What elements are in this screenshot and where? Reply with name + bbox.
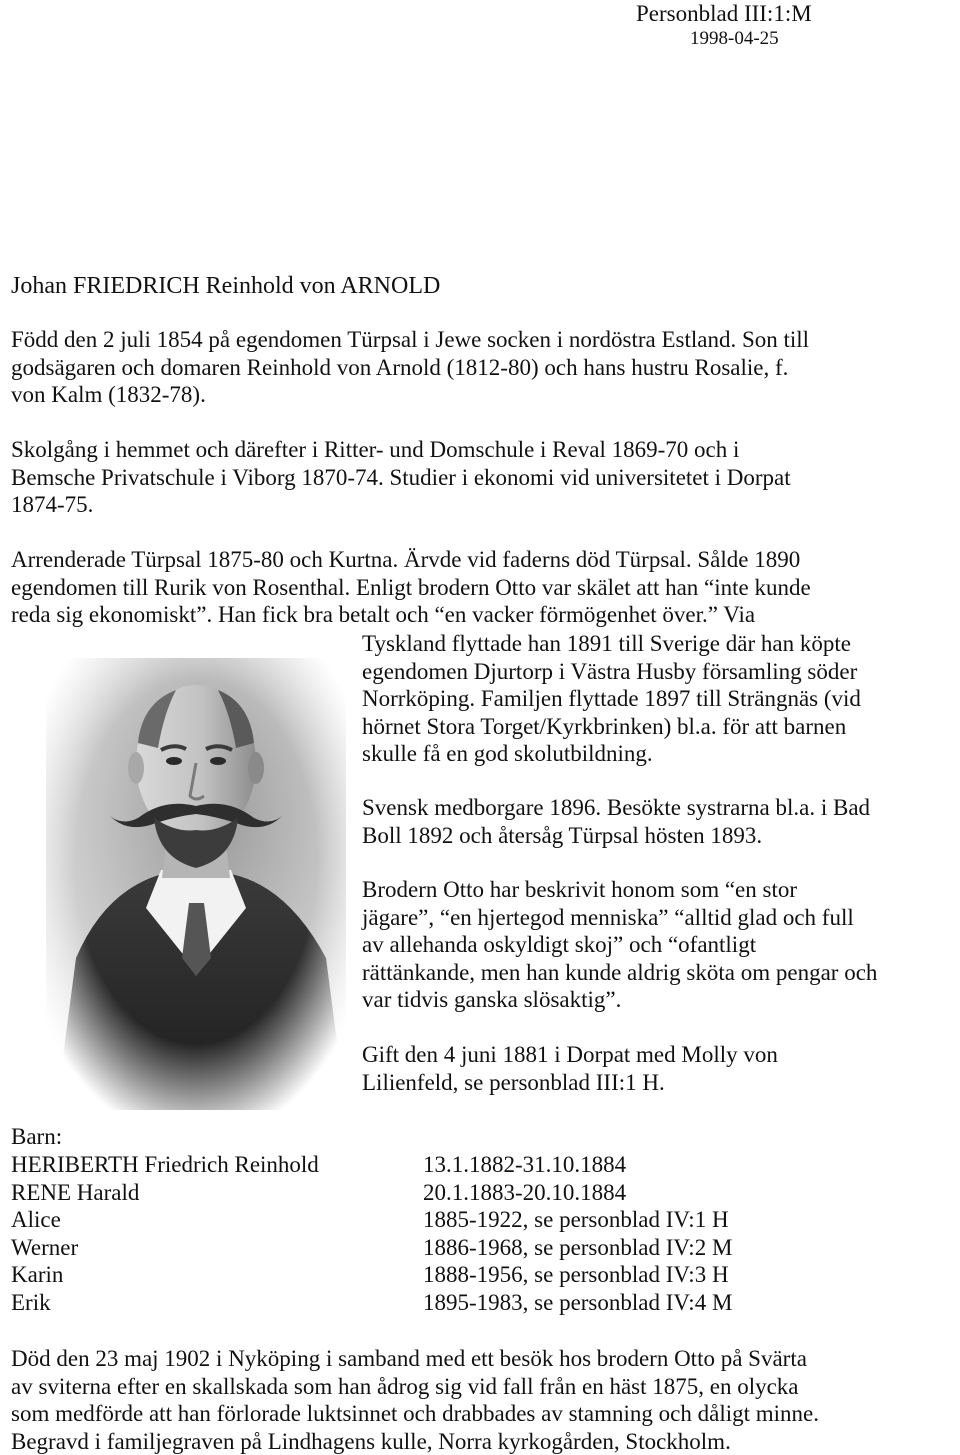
text-line: Boll 1892 och återsåg Türpsal hösten 1893. [362,822,960,850]
child-info: 13.1.1882-31.10.1884 [423,1151,626,1179]
text-line: rättänkande, men han kunde aldrig sköta om pengar och [362,959,960,987]
portrait-photo [46,658,346,1110]
text-line: Arrenderade Türpsal 1875-80 och Kurtna. Ärvde vid faderns död Türpsal. Sålde 1890 [11,546,956,574]
text-line: reda sig ekonomiskt”. Han fick bra betalt och “en vacker förmögenhet över.” Via [11,601,956,629]
child-name: Karin [11,1261,63,1289]
death-paragraph [11,1345,956,1455]
text-line: 1874-75. [11,491,956,519]
sheet-id: Personblad III:1:M [636,0,812,28]
text-line: von Kalm (1832-78). [11,381,956,409]
text-line: Död den 23 maj 1902 i Nyköping i samband med ett besök hos brodern Otto på Svärta [11,1345,956,1373]
text-line: Brodern Otto har beskrivit honom som “en stor [362,876,960,904]
text-line: Bemsche Privatschule i Viborg 1870-74. Studier i ekonomi vid universitetet i Dorpat [11,464,956,492]
child-info: 1885-1922, se personblad IV:1 H [423,1206,729,1234]
text-line: godsägaren och domaren Reinhold von Arnold (1812-80) och hans hustru Rosalie, f. [11,354,956,382]
child-name: HERIBERTH Friedrich Reinhold [11,1151,319,1179]
text-line: jägare”, “en hjertegod menniska” “alltid glad och full [362,904,960,932]
text-line: Svensk medborgare 1896. Besökte systrarna bl.a. i Bad [362,794,960,822]
child-row [11,1234,960,1262]
brother-quote-paragraph [362,876,960,1014]
child-info: 1886-1968, se personblad IV:2 M [423,1234,732,1262]
child-name: Alice [11,1206,61,1234]
text-line: hörnet Stora Torget/Kyrkbrinken) bl.a. för att barnen [362,713,960,741]
text-line: av sviterna efter en skallskada som han ådrog sig vid fall från en häst 1875, en olycka [11,1373,956,1401]
text-line: egendomen Djurtorp i Västra Husby församling söder [362,658,960,686]
text-line: egendomen till Rurik von Rosenthal. Enligt brodern Otto var skälet att han “inte kunde [11,574,956,602]
sheet-date: 1998-04-25 [690,28,779,50]
marriage-paragraph [362,1041,960,1096]
child-name: Erik [11,1289,51,1317]
text-line: Begravd i familjegraven på Lindhagens kulle, Norra kyrkogården, Stockholm. [11,1428,956,1455]
school-paragraph [11,436,956,519]
text-line: Född den 2 juli 1854 på egendomen Türpsal i Jewe socken i nordöstra Estland. Son till [11,326,956,354]
child-row [11,1151,960,1179]
child-name: Werner [11,1234,78,1262]
birth-paragraph [11,326,956,409]
person-name: Johan FRIEDRICH Reinhold von ARNOLD [11,272,440,300]
career-paragraph [11,546,956,629]
text-line: som medförde att han förlorade luktsinnet och drabbades av stamning och dåligt minne. [11,1400,956,1428]
text-line: Tyskland flyttade han 1891 till Sverige där han köpte [362,630,960,658]
text-line: Skolgång i hemmet och därefter i Ritter- und Domschule i Reval 1869-70 och i [11,436,956,464]
child-row [11,1261,960,1289]
children-title: Barn: [11,1123,62,1151]
child-info: 1888-1956, se personblad IV:3 H [423,1261,729,1289]
text-line: var tidvis ganska slösaktig”. [362,986,960,1014]
child-info: 1895-1983, se personblad IV:4 M [423,1289,732,1317]
citizenship-paragraph [362,794,960,849]
text-line: Norrköping. Familjen flyttade 1897 till Strängnäs (vid [362,685,960,713]
child-info: 20.1.1883-20.10.1884 [423,1179,626,1207]
career-paragraph-continued [362,630,960,768]
text-line: av allehanda oskyldigt skoj” och “ofantligt [362,931,960,959]
child-row [11,1179,960,1207]
text-line: Lilienfeld, se personblad III:1 H. [362,1069,960,1097]
text-line: skulle få en god skolutbildning. [362,740,960,768]
child-row [11,1206,960,1234]
photo-vignette [46,658,346,1110]
child-name: RENE Harald [11,1179,139,1207]
text-line: Gift den 4 juni 1881 i Dorpat med Molly von [362,1041,960,1069]
child-row [11,1289,960,1317]
